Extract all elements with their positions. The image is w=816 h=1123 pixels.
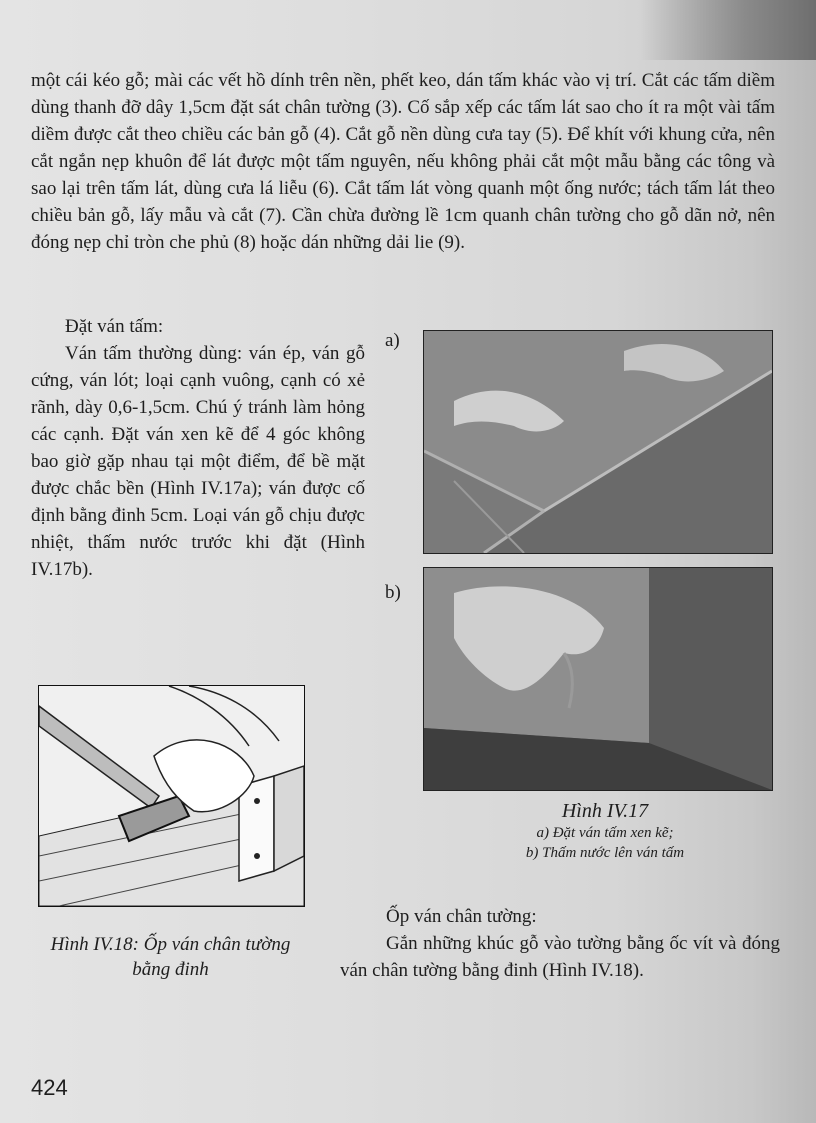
soaking-board-illustration (424, 568, 772, 790)
figure-17-caption (470, 800, 740, 863)
figure-17b-label: b) (385, 582, 401, 603)
figure-17a-label: a) (385, 330, 400, 351)
figure-18-caption: Hình IV.18: Ốp ván chân tường bằng đinh (50, 934, 291, 980)
figure-17-caption-a: a) Đặt ván tấm xen kẽ; (536, 825, 674, 841)
page-number: 424 (31, 1075, 68, 1100)
section-body-skirting: Gắn những khúc gỗ vào tường bằng ốc vít và đóng ván chân tường bằng đinh (Hình IV.18). (340, 933, 780, 981)
panels-hands-illustration (424, 331, 772, 553)
section-heading-panels: Đặt ván tấm: (65, 316, 164, 337)
hammer-nailing-illustration (39, 686, 304, 906)
figure-17-title: Hình IV.17 (561, 800, 649, 822)
section-heading-skirting: Ốp ván chân tường: (386, 906, 537, 927)
intro-paragraph: một cái kéo gỗ; mài các vết hồ dính trên nền, phết keo, dán tấm khác vào vị trí. Cắt các tấm diềm dùng thanh đỡ dây 1,5cm đặt sát chân tường (3). Cố sắp xếp các tấm lát sao cho ít ra một vài tấm diềm được cắt theo chiều các bản gỗ (4). Cắt gỗ nền dùng cưa tay (5). Để khít với khung cửa, nên cắt ngắn nẹp khuôn để lát được một tấm nguyên, nếu không phải cắt một mẫu bằng các tông và sao lại trên tấm lát, dùng cưa lá liễu (6). Cắt tấm lát vòng quanh một ống nước; tách tấm lát theo chiều bản gỗ, lấy mẫu và cắt (7). Cần chừa đường lề 1cm quanh chân tường cho gỗ dãn nở, nên đóng nẹp chỉ tròn che phủ (8) hoặc dán những dải lie (9). (31, 70, 775, 253)
figure-18-drawing (38, 685, 305, 907)
section-body-panels: Ván tấm thường dùng: ván ép, ván gỗ cứng, ván lót; loại cạnh vuông, cạnh có xẻ rãnh, dày 0,6-1,5cm. Chú ý tránh làm hỏng các cạnh. Đặt ván xen kẽ để 4 góc không bao giờ gặp nhau tại một điểm, để bề mặt được chắc bền (Hình IV.17a); ván được cố định bằng đinh 5cm. Loại ván gỗ chịu được nhiệt, thấm nước trước khi đặt (Hình IV.17b). (31, 343, 365, 580)
figure-17-caption-b: b) Thấm nước lên ván tấm (525, 845, 685, 861)
figure-17b-photo (423, 567, 773, 791)
figure-17a-photo (423, 330, 773, 554)
scan-shadow (640, 0, 816, 60)
